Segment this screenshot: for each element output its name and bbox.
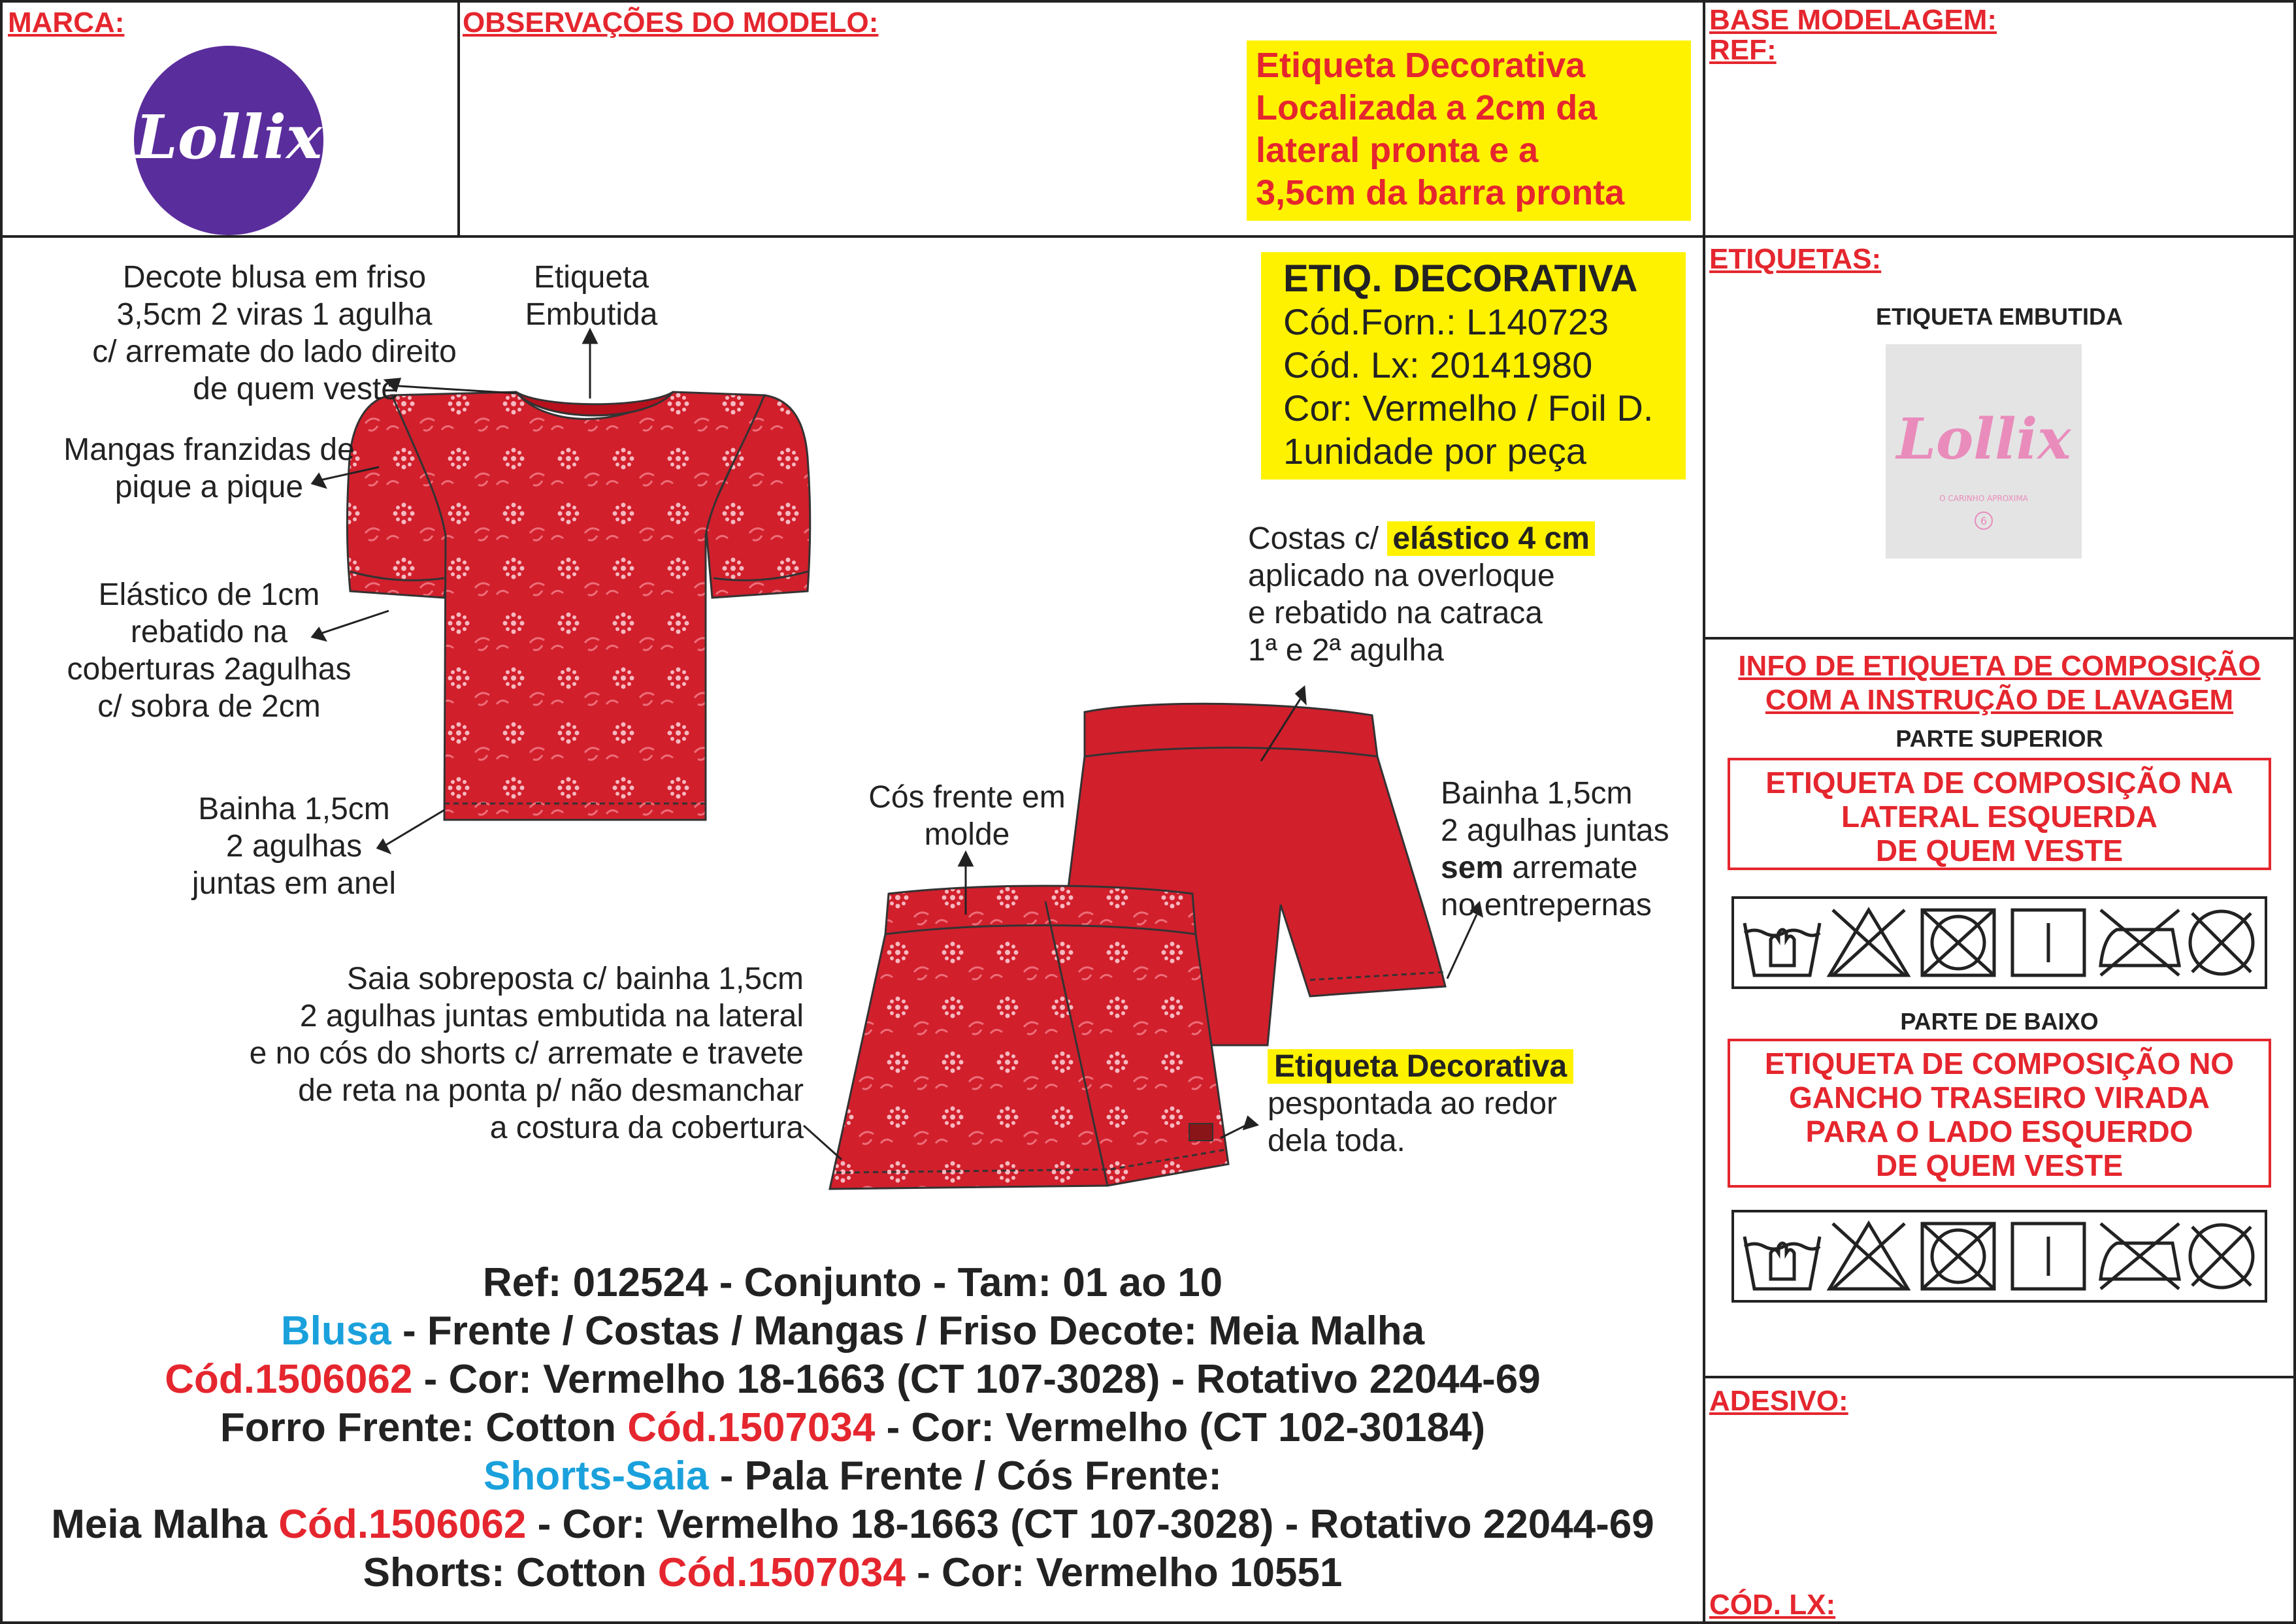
decote-note [72,259,477,408]
hand-wash-icon [1745,923,1820,975]
decote-line: c/ arremate do lado direito [92,334,457,369]
composicao-line: GANCHO TRASEIRO VIRADA [1788,1080,2210,1114]
no-bleach-icon [1829,1224,1908,1289]
bainha-blusa-line: Bainha 1,5cm [198,792,390,826]
no-tumble-dry-icon [1922,910,1994,975]
spec-line [7,1356,1699,1404]
saia-line: a costura da cobertura [489,1111,804,1145]
spec-text: - Cor: Vermelho 10551 [905,1550,1343,1595]
decote-line: Decote blusa em friso [122,260,427,295]
etiquetas-label: ETIQUETAS: [1709,243,1882,275]
bainha-shorts-line: 2 agulhas juntas [1441,813,1669,848]
hand-wash-icon [1745,1237,1820,1289]
line-dry-icon [2012,1224,2084,1289]
etiq-deco-note [1268,1048,1686,1160]
no-iron-icon [2101,1224,2179,1289]
spec-line [7,1549,1699,1597]
decote-line: 3,5cm 2 viras 1 agulha [116,297,433,332]
care-symbol-row [1738,1217,2261,1295]
yellow-note-line: 3,5cm da barra pronta [1256,173,1625,212]
tag-size: 6 [1980,515,1988,527]
spec-line [7,1501,1699,1549]
bainha-shorts-line: Bainha 1,5cm [1441,776,1633,811]
no-iron-icon [2101,910,2179,975]
etiq-decorativa-line: Cód.Forn.: L140723 [1283,301,1609,342]
spec-text: - Pala Frente / Cós Frente: [708,1453,1222,1499]
adesivo-divider [1703,1376,2296,1378]
ref-label: REF: [1709,34,1777,66]
line-dry-icon [2012,910,2084,975]
etiquetas-divider [1703,637,2296,640]
marca-label: MARCA: [8,7,125,39]
spec-text: Shorts: Cotton [363,1550,658,1595]
etiq-decorativa-title: ETIQ. DECORATIVA [1283,257,1638,300]
etiq-deco-line: dela toda. [1268,1124,1405,1158]
elastico-line: Elástico de 1cm [98,577,320,612]
no-dry-clean-icon [2190,1225,2253,1288]
saia-line: Saia sobreposta c/ bainha 1,5cm [346,962,804,996]
blouse-drawing [347,392,810,820]
care-symbols-superior [1731,896,2267,989]
costas-prefix: Costas c/ [1248,521,1388,556]
etiqueta-embutida-line: Embutida [525,297,658,332]
composicao-line: ETIQUETA DE COMPOSIÇÃO NO [1764,1047,2235,1080]
mangas-line: pique a pique [114,470,304,504]
bainha-blusa-line: juntas em anel [191,866,397,901]
elastico-line: c/ sobra de 2cm [97,689,321,724]
yellow-note-line: Etiqueta Decorativa [1256,46,1586,85]
mangas-line: Mangas franzidas de [63,432,355,467]
right-column-divider [1703,0,1705,1624]
spec-text: - Cor: Vermelho (CT 102-30184) [875,1405,1486,1450]
composicao-line: DE QUEM VESTE [1875,1148,2124,1182]
bainha-shorts-line: no entrepernas [1441,888,1652,922]
costas-note [1248,520,1679,669]
cod-label: Cód.1507034 [627,1405,876,1450]
base-modelagem-label: BASE MODELAGEM: [1709,4,1997,36]
bainha-blusa-note [170,790,418,902]
yellow-note-line: lateral pronta e a [1256,131,1539,170]
embutida-label: ETIQUETA EMBUTIDA [1876,303,2123,330]
decote-line: de quem veste [193,372,399,406]
spec-line [7,1404,1699,1452]
parte-superior-label: PARTE SUPERIOR [1895,725,2103,752]
elastico-note [39,576,379,725]
cos-frente-note [830,779,1104,853]
cos-frente-line: Cós frente em [868,780,1066,815]
cod-label: Cód.1507034 [657,1550,906,1595]
info-title [1703,649,2296,717]
composicao-line: DE QUEM VESTE [1875,834,2124,868]
observacoes-label: OBSERVAÇÕES DO MODELO: [463,7,879,39]
tag-tagline: O CARINHO APROXIMA [1939,494,2028,503]
adesivo-label: ADESIVO: [1709,1385,1848,1417]
spec-line [7,1307,1699,1356]
elastico-line: rebatido na [130,615,288,649]
composicao-box-superior [1728,758,2271,870]
saia-line: e no cós do shorts c/ arremate e travete [249,1036,804,1071]
elastico-line: coberturas 2agulhas [67,652,352,687]
spec-block [7,1259,1699,1597]
embutida-tag-image [1886,344,2082,559]
composicao-box-baixo [1728,1039,2271,1188]
spec-line: Ref: 012524 - Conjunto - Tam: 01 ao 10 [482,1260,1223,1305]
no-dry-clean-icon [2190,911,2253,974]
mangas-note [39,431,379,506]
spec-text: - Frente / Costas / Mangas / Friso Decote: Meia Malha [391,1308,1425,1354]
spec-text: - Cor: Vermelho 18-1663 (CT 107-3028) - Rotativo 22044-69 [526,1502,1654,1547]
care-symbol-row [1738,903,2261,982]
spec-line [7,1452,1699,1501]
costas-line: e rebatido na catraca [1248,596,1543,630]
skort-drawing [830,886,1228,1189]
svg-text:Lollix: Lollix [135,102,322,172]
bainha-blusa-line: 2 agulhas [225,829,363,864]
bainha-shorts-bold: sem [1441,851,1504,885]
spec-text: - Cor: Vermelho 18-1663 (CT 107-3028) - Rotativo 22044-69 [412,1357,1541,1402]
etiq-decorativa-line: Cód. Lx: 20141980 [1283,344,1593,385]
etiqueta-embutida-line: Etiqueta [533,260,649,295]
no-bleach-icon [1829,910,1908,975]
saia-note [170,960,804,1146]
composicao-line: PARA O LADO ESQUERDO [1805,1114,2193,1148]
shorts-saia-label: Shorts-Saia [483,1453,709,1499]
info-title-line: COM A INSTRUÇÃO DE LAVAGEM [1765,684,2234,716]
etiqueta-embutida-note [510,259,673,333]
blusa-label: Blusa [280,1308,391,1354]
bainha-shorts-note [1441,775,1702,924]
composicao-line: LATERAL ESQUERDA [1841,800,2157,834]
no-tumble-dry-icon [1922,1224,1994,1289]
yellow-note-line: Localizada a 2cm da [1256,88,1598,127]
etiq-deco-line: pespontada ao redor [1268,1086,1558,1121]
cod-label: Cód.1506062 [165,1357,413,1402]
saia-line: de reta na ponta p/ não desmanchar [298,1073,804,1108]
costas-highlight: elástico 4 cm [1387,521,1595,556]
etiq-deco-title: Etiqueta Decorativa [1268,1049,1573,1084]
composicao-line: ETIQUETA DE COMPOSIÇÃO NA [1765,766,2233,800]
tag-brand: Lollix [1896,406,2071,472]
costas-line: aplicado na overloque [1248,559,1555,593]
cos-frente-line: molde [924,817,1010,852]
bainha-shorts-line: arremate [1503,851,1638,885]
etiq-decorativa-line: Cor: Vermelho / Foil D. [1283,387,1654,429]
cod-lx-label: CÓD. LX: [1709,1589,1836,1621]
info-title-line: INFO DE ETIQUETA DE COMPOSIÇÃO [1738,650,2261,682]
spec-text: Forro Frente: Cotton [220,1405,628,1450]
cod-label: Cód.1506062 [278,1502,527,1547]
spec-text: Meia Malha [51,1502,279,1547]
parte-baixo-label: PARTE DE BAIXO [1900,1008,2099,1035]
saia-line: 2 agulhas juntas embutida na lateral [299,999,804,1033]
care-symbols-baixo [1731,1210,2267,1303]
etiq-decorativa-line: 1unidade por peça [1283,430,1586,472]
costas-line: 1ª e 2ª agulha [1248,633,1444,668]
